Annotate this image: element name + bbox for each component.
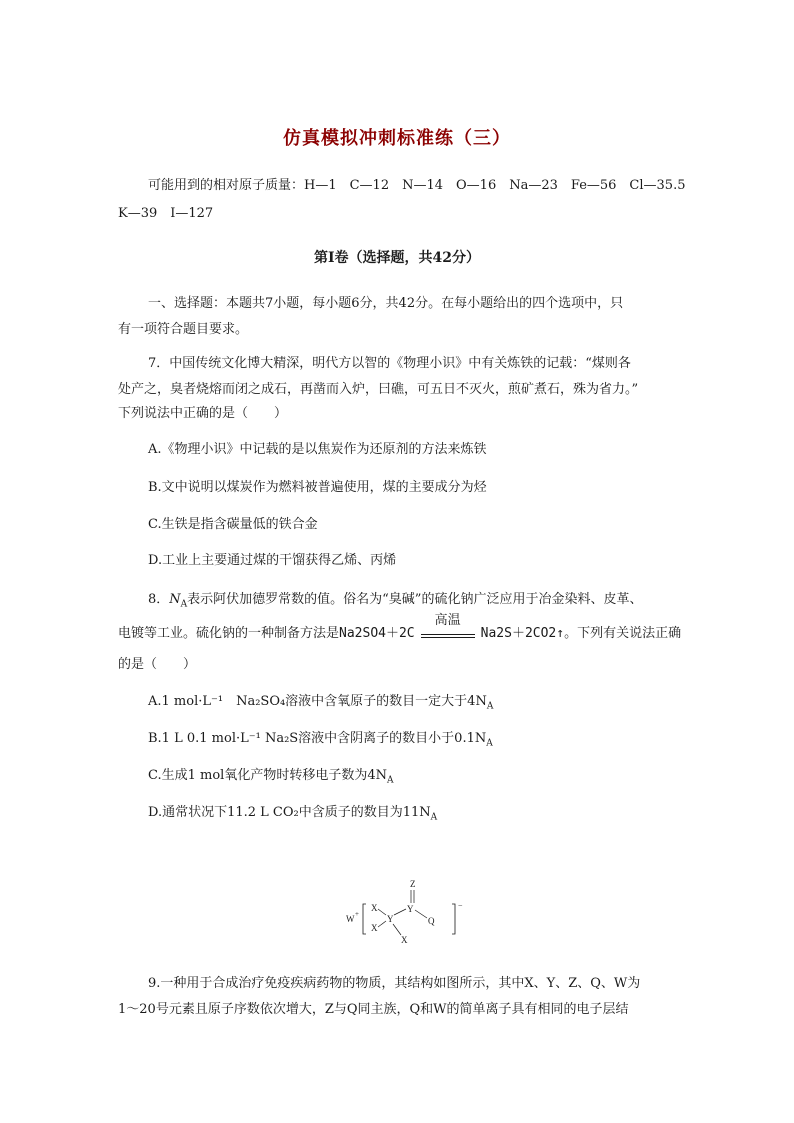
reaction-reactants: Na2SO4＋2C [339,626,415,641]
reaction-equals-sign [419,613,477,642]
bond-y2-q [415,910,427,918]
q8-stem-line-2 [118,613,682,642]
q7-stem-line-1: 7．中国传统文化博大精深，明代方以智的《物理小识》中有关炼铁的记载：“煤则各 [148,356,631,371]
left-bracket [363,904,366,934]
q7-stem-line-2: 处产之，臭者烧熔而闭之成石，再凿而入炉，曰礁，可五日不灭火，煎矿煮石，殊为省力。” [118,382,639,397]
q7-option-a: A.《物理小识》中记载的是以焦炭作为还原剂的方法来炼铁 [148,442,487,457]
structure-label-q: Q [428,916,435,926]
structure-label-y1: Y [387,914,394,924]
q7-option-b: B.文中说明以煤炭作为燃料被普遍使用，煤的主要成分为烃 [148,480,487,495]
structure-anion-charge: − [458,901,463,910]
structure-label-x2: X [371,923,378,933]
atomic-mass-line-1: 可能用到的相对原子质量：H—1 C—12 N—14 O—16 Na—23 Fe—56 Cl—35.5 [148,178,686,193]
bond-x1-y1 [378,909,386,915]
q7-stem-line-3: 下列说法中正确的是（ ） [118,406,288,421]
structure-label-x3: X [401,935,408,945]
bond-x2-y1 [378,921,386,927]
avogadro-subscript: A [180,599,188,610]
q9-stem-line-1: 9.一种用于合成治疗免疫疾病药物的物质，其结构如图所示，其中X、Y、Z、Q、W为 [148,976,641,991]
page-title: 仿真模拟冲刺标准练（三） [283,128,511,149]
q8-line2-end: 。下列有关说法正确 [564,626,682,641]
q8-option-d: D.通常状况下11.2 L CO₂中含质子的数目为$11N_A$ [148,805,438,823]
q8-stem-line-1: 8．$N_A$表示阿伏加德罗常数的值。俗名为“臭碱”的硫化钠广泛应用于冶金染料、皮革、 [148,592,643,610]
atomic-mass-line-2: K—39 I—127 [118,206,214,221]
bond-y1-y2 [394,909,406,915]
molecular-structure-diagram [344,876,474,946]
reaction-condition: 高温 [434,613,461,628]
structure-w-charge: + [355,910,359,918]
structure-label-w: W [346,914,355,924]
right-bracket [452,904,455,934]
bond-y1-x3 [393,924,401,935]
instructions-line-1: 一、选择题：本题共7小题，每小题6分，共42分。在每小题给出的四个选项中，只 [148,296,624,311]
q8-option-c: C.生成1 mol氧化产物时转移电子数为$4N_A$ [148,768,394,786]
instructions-line-2: 有一项符合题目要求。 [118,322,249,337]
q8-line2-start: 电镀等工业。硫化钠的一种制备方法是 [118,626,340,641]
reaction-products: Na2S＋2CO2↑ [480,626,565,641]
q7-option-c: C.生铁是指含碳量低的铁合金 [148,517,318,532]
q8-stem-line-3: 的是（ ） [118,657,197,672]
structure-label-z: Z [410,879,416,889]
q8-line1-text: 表示阿伏加德罗常数的值。俗名为“臭碱”的硫化钠广泛应用于冶金染料、皮革、 [187,592,643,607]
structure-label-y2: Y [407,904,414,914]
structure-label-x1: X [371,903,378,913]
section-title: 第Ⅰ卷（选择题，共42分） [313,250,481,266]
q8-option-a: A.1 mol·L⁻¹ Na₂SO₄溶液中含氧原子的数目一定大于$4N_A$ [148,694,494,712]
avogadro-symbol: N [169,592,181,607]
q7-option-d: D.工业上主要通过煤的干馏获得乙烯、丙烯 [148,553,397,568]
q9-stem-line-2: 1～20号元素且原子序数依次增大，Z与Q同主族，Q和W的简单离子具有相同的电子层结 [118,1002,629,1017]
q8-option-b: B.1 L 0.1 mol·L⁻¹ Na₂S溶液中含阴离子的数目小于$0.1N_A$ [148,731,493,749]
